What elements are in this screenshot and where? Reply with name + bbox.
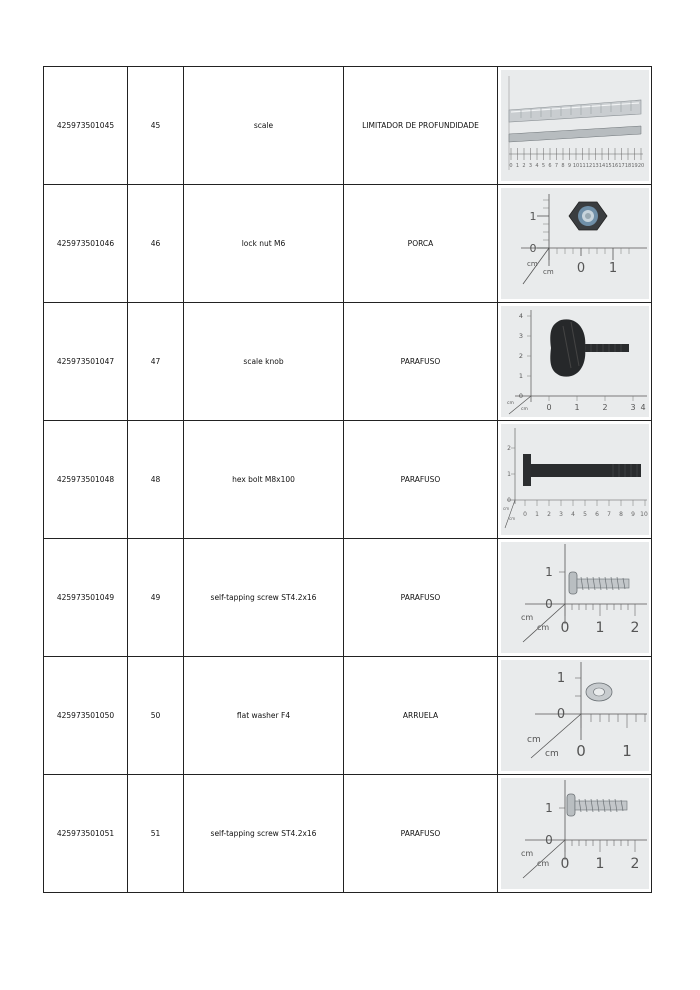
svg-text:2: 2	[518, 352, 523, 360]
position-number: 48	[128, 421, 184, 539]
position-number: 49	[128, 539, 184, 657]
svg-text:1: 1	[556, 671, 565, 686]
part-name-english: hex bolt M8x100	[184, 421, 344, 539]
svg-text:4: 4	[570, 511, 575, 518]
svg-text:2: 2	[601, 403, 608, 412]
svg-text:1: 1	[518, 372, 523, 380]
svg-text:3: 3	[528, 163, 532, 169]
svg-text:1: 1	[534, 511, 539, 518]
svg-text:cm: cm	[508, 516, 515, 521]
position-number: 46	[128, 185, 184, 303]
table-row	[44, 775, 652, 893]
svg-text:1: 1	[529, 210, 536, 223]
svg-text:6: 6	[594, 511, 599, 518]
svg-text:11: 11	[578, 163, 586, 169]
svg-text:0: 0	[522, 511, 527, 518]
svg-text:8: 8	[618, 511, 623, 518]
svg-text:15: 15	[604, 163, 612, 169]
svg-text:12: 12	[585, 163, 592, 169]
part-code: 425973501049	[44, 539, 128, 657]
svg-text:9: 9	[567, 163, 571, 169]
svg-text:0: 0	[544, 597, 553, 611]
part-photo-cell	[498, 67, 652, 185]
part-code: 425973501047	[44, 303, 128, 421]
part-name-english: scale	[184, 67, 344, 185]
svg-text:10: 10	[572, 163, 579, 169]
part-name-english: lock nut M6	[184, 185, 344, 303]
screw-photo	[501, 778, 649, 889]
part-name-portuguese: PARAFUSO	[344, 775, 498, 893]
svg-text:0: 0	[508, 163, 513, 169]
svg-text:17: 17	[617, 163, 625, 169]
scale-photo	[501, 70, 649, 181]
svg-text:cm: cm	[502, 506, 509, 511]
svg-text:13: 13	[591, 163, 599, 169]
svg-text:6: 6	[547, 163, 552, 169]
svg-text:2: 2	[546, 511, 551, 518]
svg-text:18: 18	[624, 163, 631, 169]
lock-nut-photo	[501, 188, 649, 299]
svg-text:1: 1	[515, 163, 519, 169]
parts-table	[43, 66, 652, 893]
table-row	[44, 67, 652, 185]
part-name-portuguese: PARAFUSO	[344, 539, 498, 657]
part-photo-cell	[498, 303, 652, 421]
svg-text:2: 2	[630, 620, 639, 636]
svg-text:1: 1	[506, 471, 511, 478]
part-name-english: self-tapping screw ST4.2x16	[184, 539, 344, 657]
svg-text:1: 1	[544, 565, 553, 579]
svg-text:0: 0	[545, 403, 552, 412]
svg-text:3: 3	[558, 511, 563, 518]
position-number: 45	[128, 67, 184, 185]
svg-text:0: 0	[529, 242, 536, 255]
part-name-english: scale knob	[184, 303, 344, 421]
position-number: 47	[128, 303, 184, 421]
position-number: 51	[128, 775, 184, 893]
svg-text:5: 5	[582, 511, 587, 518]
svg-text:0: 0	[560, 856, 569, 872]
svg-text:cm: cm	[542, 268, 554, 276]
svg-text:5: 5	[541, 163, 545, 169]
svg-text:cm: cm	[520, 407, 528, 412]
part-name-english: self-tapping screw ST4.2x16	[184, 775, 344, 893]
svg-text:3: 3	[629, 403, 636, 412]
svg-text:0: 0	[560, 620, 569, 636]
svg-text:2: 2	[521, 163, 526, 169]
svg-text:cm: cm	[520, 849, 533, 858]
washer-photo	[501, 660, 649, 771]
part-code: 425973501046	[44, 185, 128, 303]
svg-text:0: 0	[518, 392, 523, 400]
svg-text:7: 7	[554, 163, 558, 169]
svg-text:0: 0	[575, 742, 586, 760]
svg-text:0: 0	[544, 833, 553, 847]
svg-text:4: 4	[639, 403, 646, 412]
part-photo-cell	[498, 421, 652, 539]
position-number: 50	[128, 657, 184, 775]
svg-text:0: 0	[506, 497, 511, 504]
svg-text:8: 8	[560, 163, 565, 169]
svg-text:cm: cm	[520, 613, 533, 622]
table-row	[44, 421, 652, 539]
svg-text:1: 1	[595, 620, 604, 636]
part-photo-cell	[498, 775, 652, 893]
svg-text:4: 4	[518, 312, 523, 320]
part-name-portuguese: PARAFUSO	[344, 303, 498, 421]
part-code: 425973501051	[44, 775, 128, 893]
svg-text:9: 9	[630, 511, 635, 518]
svg-text:20: 20	[637, 163, 644, 169]
svg-text:cm: cm	[506, 401, 514, 406]
svg-text:1: 1	[608, 261, 617, 276]
part-code: 425973501050	[44, 657, 128, 775]
svg-text:2: 2	[506, 445, 511, 452]
part-photo-cell	[498, 539, 652, 657]
svg-text:cm: cm	[544, 749, 559, 759]
svg-text:3: 3	[518, 332, 523, 340]
svg-text:4: 4	[534, 163, 539, 169]
svg-text:0: 0	[576, 261, 585, 276]
table-row	[44, 539, 652, 657]
svg-text:10: 10	[639, 511, 648, 518]
part-photo-cell	[498, 657, 652, 775]
screw-photo	[501, 542, 649, 653]
part-name-portuguese: LIMITADOR DE PROFUNDIDADE	[344, 67, 498, 185]
svg-text:cm: cm	[526, 260, 538, 268]
part-code: 425973501048	[44, 421, 128, 539]
svg-text:19: 19	[630, 163, 638, 169]
part-name-portuguese: ARRUELA	[344, 657, 498, 775]
part-name-portuguese: PORCA	[344, 185, 498, 303]
table-row	[44, 657, 652, 775]
svg-text:7: 7	[606, 511, 611, 518]
scale-knob-photo	[501, 306, 649, 417]
svg-text:2: 2	[630, 856, 639, 872]
part-photo-cell	[498, 185, 652, 303]
svg-text:14: 14	[598, 163, 605, 169]
svg-text:1: 1	[544, 801, 553, 815]
part-name-english: flat washer F4	[184, 657, 344, 775]
svg-text:0: 0	[556, 707, 565, 722]
svg-text:1: 1	[573, 403, 580, 412]
svg-text:1: 1	[621, 742, 632, 760]
table-row	[44, 185, 652, 303]
svg-text:cm: cm	[536, 859, 549, 868]
svg-text:16: 16	[611, 163, 618, 169]
part-name-portuguese: PARAFUSO	[344, 421, 498, 539]
hex-bolt-photo	[501, 424, 649, 535]
svg-text:1: 1	[595, 856, 604, 872]
part-code: 425973501045	[44, 67, 128, 185]
table-row	[44, 303, 652, 421]
svg-text:cm: cm	[536, 623, 549, 632]
svg-text:cm: cm	[526, 735, 541, 745]
